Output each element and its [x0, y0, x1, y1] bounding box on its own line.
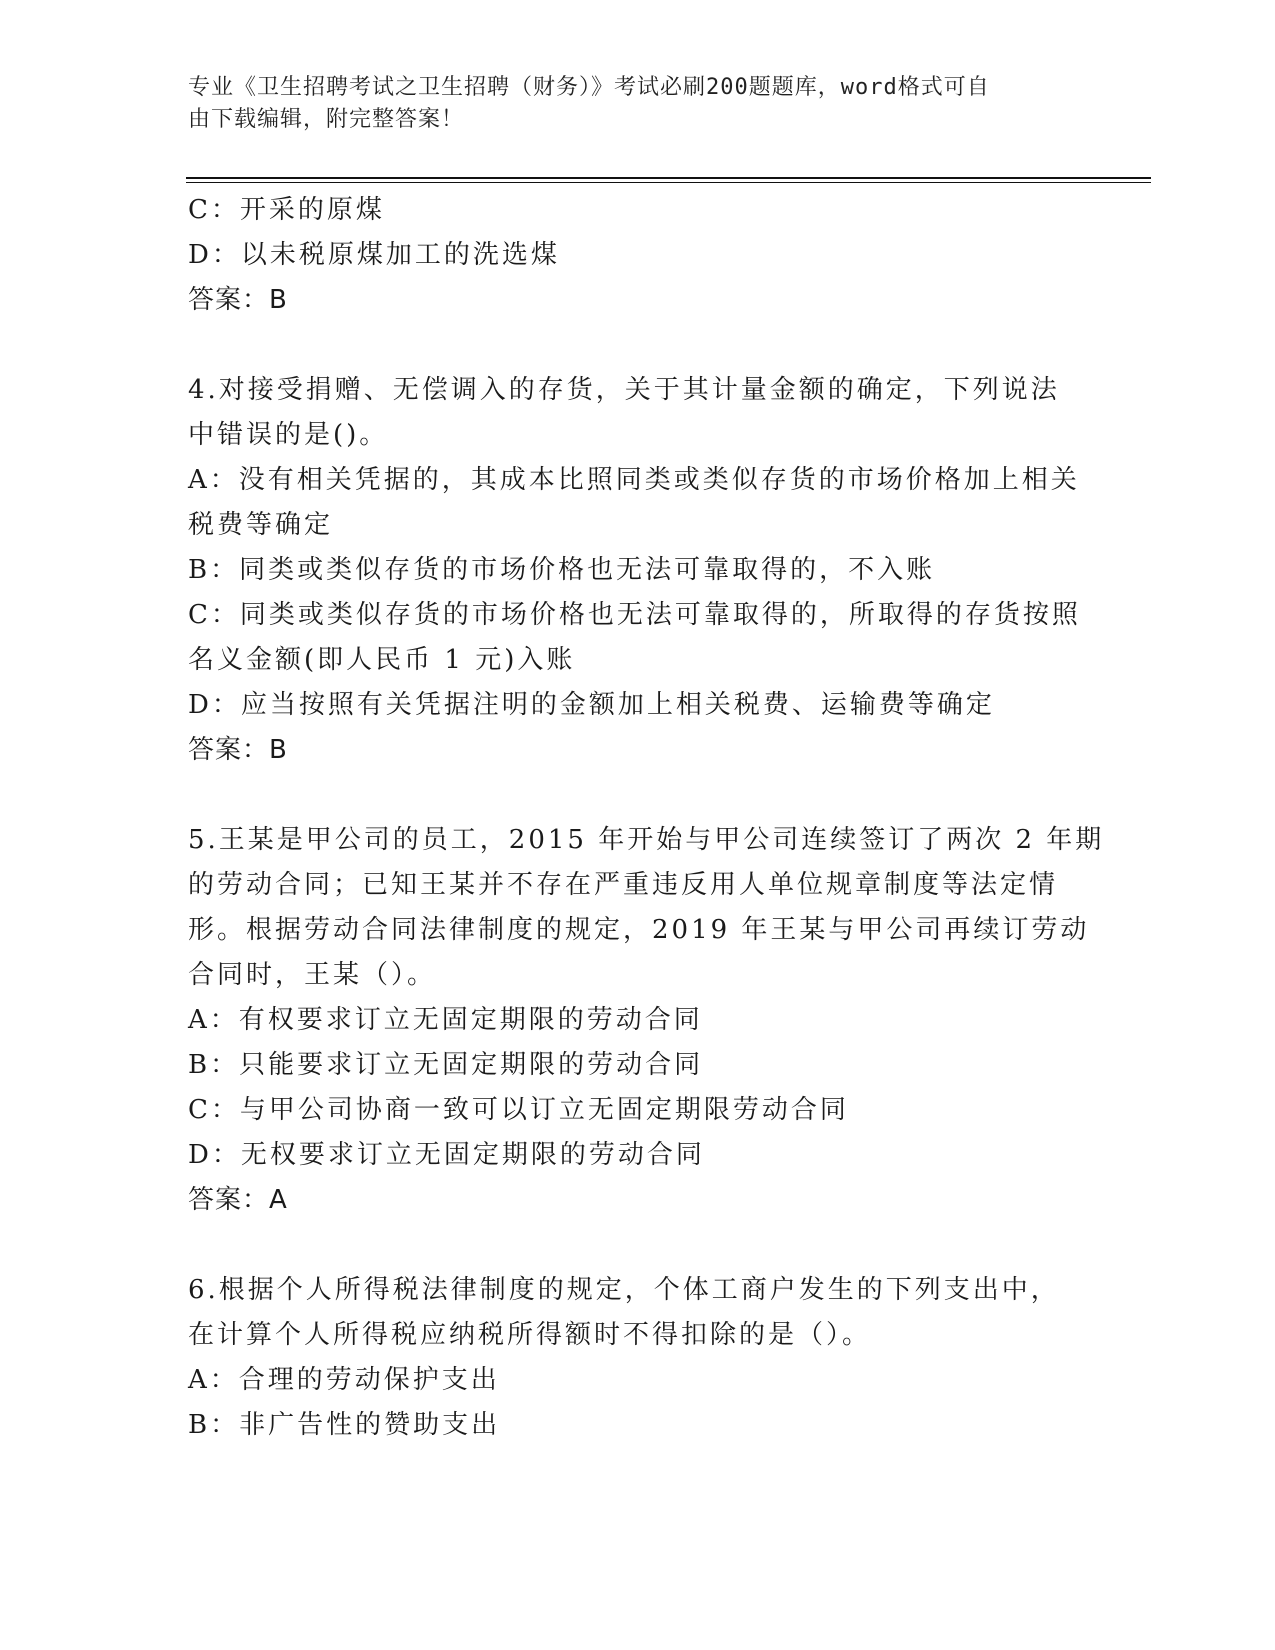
spacer — [188, 323, 1088, 368]
header-divider — [186, 177, 1151, 179]
header-divider-thin — [186, 182, 1151, 183]
option-d: D：以未税原煤加工的洗选煤 — [188, 240, 560, 270]
question-3-tail — [188, 188, 1088, 323]
answer: 答案：B — [188, 285, 288, 315]
option-b: B：非广告性的赞助支出 — [188, 1410, 501, 1440]
option-c: C：同类或类似存货的市场价格也无法可靠取得的，所取得的存货按照 — [188, 600, 1081, 630]
question-stem: 在计算个人所得税应纳税所得额时不得扣除的是（）。 — [188, 1320, 872, 1350]
question-5 — [188, 818, 1105, 1223]
option-b: B：只能要求订立无固定期限的劳动合同 — [188, 1050, 704, 1080]
page-header — [188, 72, 1088, 136]
option-c: C：与甲公司协商一致可以订立无固定期限劳动合同 — [188, 1095, 849, 1125]
question-stem: 6.根据个人所得税法律制度的规定，个体工商户发生的下列支出中， — [188, 1275, 1060, 1305]
question-stem: 的劳动合同；已知王某并不存在严重违反用人单位规章制度等法定情 — [188, 870, 1059, 900]
option-c: C：开采的原煤 — [188, 195, 385, 225]
option-b: B：同类或类似存货的市场价格也无法可靠取得的，不入账 — [188, 555, 936, 585]
answer: 答案：A — [188, 1185, 288, 1215]
option-a: A：有权要求订立无固定期限的劳动合同 — [188, 1005, 703, 1035]
spacer — [188, 1223, 1088, 1268]
question-stem: 5.王某是甲公司的员工，2015 年开始与甲公司连续签订了两次 2 年期 — [188, 825, 1105, 855]
question-stem: 形。根据劳动合同法律制度的规定，2019 年王某与甲公司再续订劳动 — [188, 915, 1090, 945]
option-a: A：没有相关凭据的，其成本比照同类或类似存货的市场价格加上相关 — [188, 465, 1080, 495]
header-line-2: 由下载编辑，附完整答案！ — [188, 107, 465, 132]
question-stem: 4.对接受捐赠、无偿调入的存货，关于其计量金额的确定，下列说法 — [188, 375, 1060, 405]
question-6 — [188, 1268, 1088, 1448]
spacer — [188, 773, 1088, 818]
answer: 答案：B — [188, 735, 288, 765]
question-list — [188, 188, 1105, 1448]
question-4 — [188, 368, 1088, 773]
option-d: D：无权要求订立无固定期限的劳动合同 — [188, 1140, 705, 1170]
option-a: A：合理的劳动保护支出 — [188, 1365, 500, 1395]
option-c-cont: 名义金额(即人民币 1 元)入账 — [188, 645, 576, 675]
question-stem: 合同时，王某（）。 — [188, 960, 437, 990]
header-line-1: 专业《卫生招聘考试之卫生招聘（财务）》考试必刷200题题库，word格式可自 — [188, 75, 990, 100]
option-a-cont: 税费等确定 — [188, 510, 334, 540]
option-d: D：应当按照有关凭据注明的金额加上相关税费、运输费等确定 — [188, 690, 995, 720]
question-stem: 中错误的是()。 — [188, 420, 389, 450]
